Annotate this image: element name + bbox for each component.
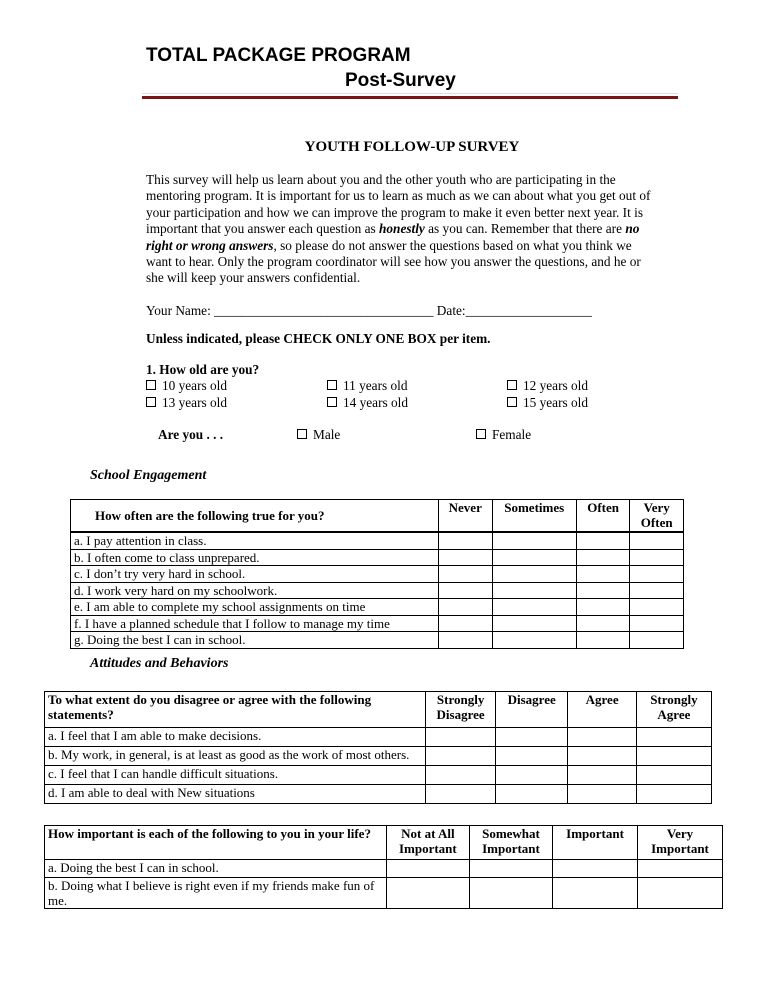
option-label: 13 years old — [162, 395, 227, 410]
header-divider-light — [142, 93, 678, 94]
response-cell[interactable] — [492, 549, 576, 566]
program-title: TOTAL PACKAGE PROGRAM — [146, 45, 411, 66]
school-engagement-table — [70, 499, 684, 649]
intro-emphasis: honestly — [379, 221, 425, 237]
response-cell[interactable] — [576, 632, 630, 649]
column-header: Often — [576, 500, 630, 533]
column-header: Strongly Agree — [636, 692, 711, 728]
response-cell[interactable] — [636, 766, 711, 785]
response-cell[interactable] — [426, 785, 496, 804]
option-label: 11 years old — [343, 378, 408, 393]
age-option[interactable] — [507, 395, 588, 411]
response-cell[interactable] — [438, 532, 492, 549]
response-cell[interactable] — [553, 860, 638, 878]
response-cell[interactable] — [630, 532, 684, 549]
gender-option-female[interactable] — [476, 427, 531, 443]
header-divider — [142, 96, 678, 99]
column-header: Somewhat Important — [469, 826, 552, 860]
option-label: Male — [313, 427, 341, 442]
item-label: d. I work very hard on my schoolwork. — [71, 582, 439, 599]
column-header: Very Often — [630, 500, 684, 533]
table-row — [45, 747, 712, 766]
response-cell[interactable] — [630, 599, 684, 616]
response-cell[interactable] — [426, 766, 496, 785]
response-cell[interactable] — [495, 766, 567, 785]
response-cell[interactable] — [636, 728, 711, 747]
item-label: f. I have a planned schedule that I follow to manage my time — [71, 615, 439, 632]
option-label: 15 years old — [523, 395, 588, 410]
table-row — [71, 615, 684, 632]
option-label: 14 years old — [343, 395, 408, 410]
checkbox[interactable] — [327, 380, 337, 390]
question-header: To what extent do you disagree or agree with the following statements? — [45, 692, 426, 728]
age-option[interactable] — [507, 378, 588, 394]
table-row — [71, 566, 684, 583]
checkbox[interactable] — [146, 397, 156, 407]
item-label: b. My work, in general, is at least as good as the work of most others. — [45, 747, 426, 766]
age-option[interactable] — [327, 395, 408, 411]
response-cell[interactable] — [438, 599, 492, 616]
response-cell[interactable] — [438, 582, 492, 599]
response-cell[interactable] — [576, 566, 630, 583]
response-cell[interactable] — [636, 747, 711, 766]
attitudes-table — [44, 691, 712, 804]
response-cell[interactable] — [438, 632, 492, 649]
table-row — [45, 728, 712, 747]
response-cell[interactable] — [630, 549, 684, 566]
survey-title: YOUTH FOLLOW-UP SURVEY — [304, 139, 520, 155]
item-label: c. I feel that I can handle difficult situations. — [45, 766, 426, 785]
table-row — [45, 785, 712, 804]
response-cell[interactable] — [638, 860, 723, 878]
column-header: Very Important — [638, 826, 723, 860]
question-header: How important is each of the following to you in your life? — [45, 826, 387, 860]
table-row — [45, 878, 723, 909]
response-cell[interactable] — [568, 785, 636, 804]
table-row — [71, 582, 684, 599]
column-header: Not at All Important — [386, 826, 469, 860]
item-label: e. I am able to complete my school assignments on time — [71, 599, 439, 616]
column-header: Sometimes — [492, 500, 576, 533]
intro-text: , so please do not answer the questions based on what you think we want to hear. Only the program coordinator will see how you answer the questions, and he or she will keep your answers confidential. — [146, 237, 641, 286]
response-cell[interactable] — [469, 860, 552, 878]
intro-paragraph — [146, 172, 656, 287]
checkbox[interactable] — [507, 397, 517, 407]
column-header: Disagree — [495, 692, 567, 728]
table-row — [71, 549, 684, 566]
name-date-field[interactable]: Your Name: _________________________________ Date:___________________ — [146, 303, 592, 318]
header-row — [45, 692, 712, 728]
option-label: 12 years old — [523, 378, 588, 393]
item-label: b. Doing what I believe is right even if my friends make fun of me. — [45, 878, 387, 909]
response-cell[interactable] — [438, 566, 492, 583]
header-row — [45, 826, 723, 860]
importance-table — [44, 825, 723, 909]
intro-emphasis: no right or wrong answers — [146, 221, 640, 253]
item-label: a. Doing the best I can in school. — [45, 860, 387, 878]
response-cell[interactable] — [492, 532, 576, 549]
response-cell[interactable] — [495, 747, 567, 766]
response-cell[interactable] — [492, 582, 576, 599]
response-cell[interactable] — [576, 549, 630, 566]
checkbox[interactable] — [297, 429, 307, 439]
table-row — [71, 632, 684, 649]
response-cell[interactable] — [492, 615, 576, 632]
response-cell[interactable] — [495, 728, 567, 747]
gender-label: Are you . . . — [158, 427, 224, 442]
item-label: a. I feel that I am able to make decisions. — [45, 728, 426, 747]
item-label: b. I often come to class unprepared. — [71, 549, 439, 566]
response-cell[interactable] — [638, 878, 723, 909]
response-cell[interactable] — [636, 785, 711, 804]
response-cell[interactable] — [492, 599, 576, 616]
checkbox[interactable] — [476, 429, 486, 439]
table-row — [71, 532, 684, 549]
post-survey-subtitle: Post-Survey — [345, 70, 456, 91]
response-cell[interactable] — [576, 599, 630, 616]
response-cell[interactable] — [386, 860, 469, 878]
item-label: d. I am able to deal with New situations — [45, 785, 426, 804]
response-cell[interactable] — [386, 878, 469, 909]
section-school-engagement: School Engagement — [90, 468, 207, 483]
intro-text: This survey will help us learn about you and the other youth who are participating in the mentoring program. It is important for us to learn as much as we can about what you get out of your participation and how we can improve the program to make it even better next year. It is important that you answer each question as — [146, 172, 651, 237]
q1-label: 1. How old are you? — [146, 362, 260, 377]
checkbox[interactable] — [146, 380, 156, 390]
response-cell[interactable] — [576, 532, 630, 549]
question-header: How often are the following true for you? — [71, 500, 439, 533]
option-label: Female — [492, 427, 532, 442]
response-cell[interactable] — [469, 878, 552, 909]
age-option[interactable] — [146, 378, 227, 394]
age-option[interactable] — [327, 378, 408, 394]
instruction: Unless indicated, please CHECK ONLY ONE BOX per item. — [146, 331, 491, 346]
column-header: Agree — [568, 692, 636, 728]
response-cell[interactable] — [492, 632, 576, 649]
age-option[interactable] — [146, 395, 227, 411]
table-row — [45, 766, 712, 785]
response-cell[interactable] — [438, 549, 492, 566]
response-cell[interactable] — [495, 785, 567, 804]
item-label: c. I don’t try very hard in school. — [71, 566, 439, 583]
header-row — [71, 500, 684, 533]
response-cell[interactable] — [630, 632, 684, 649]
response-cell[interactable] — [426, 747, 496, 766]
response-cell[interactable] — [630, 582, 684, 599]
checkbox[interactable] — [327, 397, 337, 407]
response-cell[interactable] — [630, 615, 684, 632]
gender-option-male[interactable] — [297, 427, 340, 443]
option-label: 10 years old — [162, 378, 227, 393]
response-cell[interactable] — [553, 878, 638, 909]
response-cell[interactable] — [438, 615, 492, 632]
column-header: Strongly Disagree — [426, 692, 496, 728]
response-cell[interactable] — [568, 747, 636, 766]
column-header: Never — [438, 500, 492, 533]
response-cell[interactable] — [492, 566, 576, 583]
response-cell[interactable] — [576, 582, 630, 599]
response-cell[interactable] — [568, 766, 636, 785]
table-row — [45, 860, 723, 878]
response-cell[interactable] — [630, 566, 684, 583]
response-cell[interactable] — [568, 728, 636, 747]
response-cell[interactable] — [576, 615, 630, 632]
item-label: g. Doing the best I can in school. — [71, 632, 439, 649]
checkbox[interactable] — [507, 380, 517, 390]
response-cell[interactable] — [426, 728, 496, 747]
section-attitudes: Attitudes and Behaviors — [90, 656, 229, 671]
item-label: a. I pay attention in class. — [71, 532, 439, 549]
intro-text: as you can. Remember that there are — [424, 221, 626, 237]
column-header: Important — [553, 826, 638, 860]
table-row — [71, 599, 684, 616]
